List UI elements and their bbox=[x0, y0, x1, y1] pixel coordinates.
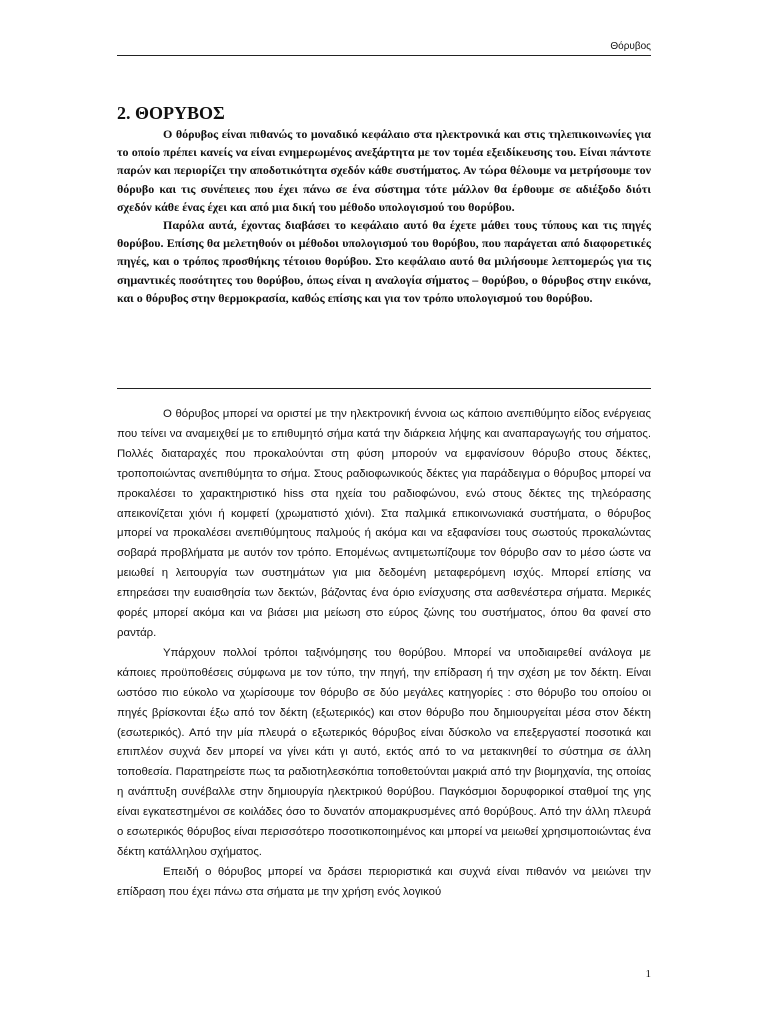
header-rule bbox=[117, 55, 651, 56]
abstract-paragraph: Ο θόρυβος είναι πιθανώς το μοναδικό κεφάλαιο στα ηλεκτρονικά και στις τηλεπικοινωνίες για το οποίο πρέπει κανείς να είναι ενημερωμένος ανεξάρτητα με τον τομέα εξειδίκευσης του. Είναι πάντοτε παρών και περιορίζει την αποδοτικότητα σχεδόν κάθε συστήματος. Αν τώρα θέλουμε να μετρήσουμε τον θόρυβο και τις συνέπειες που έχει πάνω σε ένα σύστημα τότε μάλλον θα έρθουμε σε αδιέξοδο διότι σχεδόν κάθε ένας έχει και από μια δική του μέθοδο υπολογισμού του θορύβου. bbox=[117, 127, 651, 214]
chapter-title: 2. ΘΟΡΥΒΟΣ bbox=[117, 103, 225, 123]
body-paragraph: Επειδή ο θόρυβος μπορεί να δράσει περιοριστικά και συχνά είναι πιθανόν να μειώνει την επίδραση που έχει πάνω στα σήματα με την χρήση ενός λογικού bbox=[117, 865, 651, 898]
page-number: 1 bbox=[645, 968, 651, 980]
chapter-abstract bbox=[117, 125, 651, 307]
body-text bbox=[117, 405, 651, 903]
section-divider bbox=[117, 388, 651, 389]
running-header: Θόρυβος bbox=[610, 41, 651, 52]
body-paragraph: Υπάρχουν πολλοί τρόποι ταξινόμησης του θορύβου. Μπορεί να υποδιαιρεθεί ανάλογα με κάποιες προϋποθέσεις σύμφωνα με τον τύπο, την πηγή, την επίδραση ή την σχέση με τον δέκτη. Είναι ωστόσο πιο εύκολο να χωρίσουμε τον θόρυβο σε δύο μεγάλες κατηγορίες : στο θόρυβο του οποίου οι πηγές βρίσκονται έξω από τον δέκτη (εξωτερικός) και στον θόρυβο που δημιουργείται μέσα στον δέκτη (εσωτερικός). Από την μία πλευρά ο εξωτερικός θόρυβος είναι δύσκολο να επεξεργαστεί ποσοτικά και επιπλέον συχνά δεν μπορεί να γίνει κάτι γι αυτό, εκτός από το να μετακινηθεί το σύστημα σε άλλη τοποθεσία. Παρατηρείστε πως τα ραδιοτηλεσκόπια τοποθετούνται μακριά από την βιομηχανία, της οποίας η ανάπτυξη συνέβαλλε στην δημιουργία ηλεκτρικού θορύβου. Παγκόσμιοι δορυφορικοί σταθμοί της γης είναι εγκατεστημένοι σε κοιλάδες όσο το δυνατόν απομακρυσμένες από θορύβους. Από την άλλη πλευρά ο εσωτερικός θόρυβος είναι περισσότερο ποσοτικοποιημένος και μπορεί να μειωθεί χρησιμοποιώντας ένα δέκτη κατάλληλου σχήματος. bbox=[117, 646, 651, 858]
abstract-paragraph: Παρόλα αυτά, έχοντας διαβάσει το κεφάλαιο αυτό θα έχετε μάθει τους τύπους και τις πηγές θορύβου. Επίσης θα μελετηθούν οι μέθοδοι υπολογισμού του θορύβου, που παράγεται από διαφορετικές πηγές, και ο τρόπος προσθήκης τέτοιου θορύβου. Στο κεφάλαιο αυτό θα μιλήσουμε λεπτομερώς για τις σημαντικές ποσότητες του θορύβου, όπως είναι η αναλογία σήματος – θορύβου, ο θόρυβος στην εικόνα, και ο θόρυβος στην θερμοκρασία, καθώς επίσης και για τον τρόπο υπολογισμού του θορύβου. bbox=[117, 218, 651, 305]
body-paragraph: Ο θόρυβος μπορεί να οριστεί με την ηλεκτρονική έννοια ως κάποιο ανεπιθύμητο είδος ενέργειας που τείνει να αναμειχθεί με το επιθυμητό σήμα κατά την διάρκεια λήψης και αναπαραγωγής του σήματος. Πολλές διαταραχές που προκαλούνται στη φύση μπορούν να εμφανίσουν θόρυβο στους δέκτες, τροποποιώντας ανεπιθύμητα το σήμα. Στους ραδιοφωνικούς δέκτες για παράδειγμα ο θόρυβος μπορεί να προκαλέσει το χαρακτηριστικό hiss στα ηχεία του ραδιοφώνου, ενώ στους δέκτες της τηλεόρασης απεικονίζεται χιόνι ή κομφετί (χρωματιστό χιόνι). Στα παλμικά επικοινωνιακά συστήματα, ο θόρυβος μπορεί να προκαλέσει ανεπιθύμητους παλμούς ή ακόμα και να εξαφανίσει τους σωστούς προκαλώντας σοβαρά προβλήματα με αυτόν τον τρόπο. Επομένως αντιμετωπίζουμε τον θόρυβο σαν το μέσο ώστε να μειωθεί η λειτουργία των συστημάτων για μια δεδομένη μεταφερόμενη ισχύς. Μπορεί επίσης να επηρεάσει την ευαισθησία των δεκτών, βάζοντας ένα όριο ενίσχυσης στα ασθενέστερα σήματα. Μερικές φορές μπορεί ακόμα και να βιάσει μια μείωση στο εύρος ζώνης του συστήματος, όπου θα φανεί στο ραντάρ. bbox=[117, 408, 651, 639]
